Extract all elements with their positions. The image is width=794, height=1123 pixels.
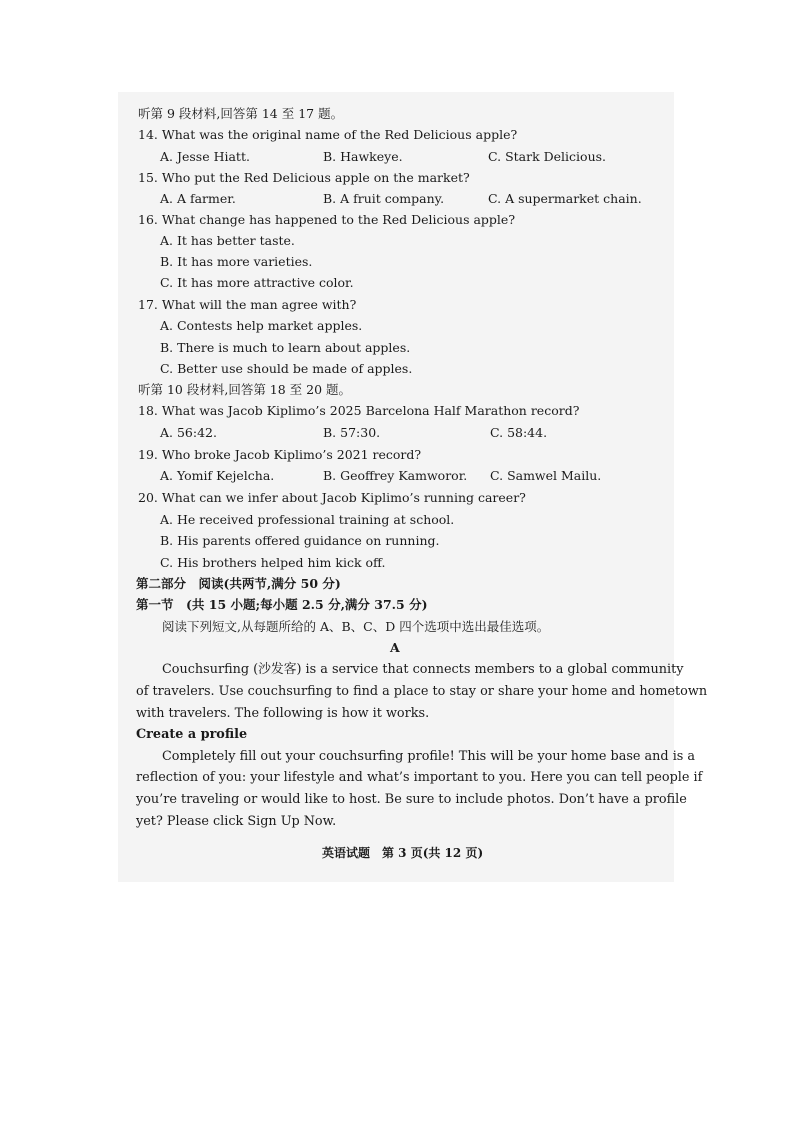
section10-heading: 听第 10 段材料,回答第 18 至 20 题。	[138, 382, 352, 397]
question-18-option-a: A. 56:42.	[160, 425, 217, 440]
question-14-option-b: B. Hawkeye.	[323, 149, 403, 164]
profile-paragraph-line: Completely fill out your couchsurfing profile! This will be your home base and is a	[162, 749, 696, 764]
question-17-option-a: A. Contests help market apples.	[160, 318, 363, 333]
question-19-option-a: A. Yomif Kejelcha.	[160, 468, 275, 483]
reading-instruction: 阅读下列短文,从每题所给的 A、B、C、D 四个选项中选出最佳选项。	[162, 619, 550, 634]
question-17-option-c: C. Better use should be made of apples.	[160, 361, 413, 376]
profile-paragraph-line: yet? Please click Sign Up Now.	[136, 814, 337, 829]
passage-label: A	[390, 640, 400, 655]
question-20-stem: 20. What can we infer about Jacob Kiplimo’s running career?	[138, 490, 526, 505]
question-20-option-b: B. His parents offered guidance on running.	[160, 533, 440, 548]
passage-intro-line: of travelers. Use couchsurfing to find a place to stay or share your home and hometown	[136, 684, 708, 699]
passage-intro-line: Couchsurfing (沙发客) is a service that connects members to a global community	[162, 662, 684, 677]
profile-paragraph-line: you’re traveling or would like to host. Be sure to include photos. Don’t have a profile	[136, 792, 687, 807]
section9-heading: 听第 9 段材料,回答第 14 至 17 题。	[138, 106, 344, 121]
question-16-option-b: B. It has more varieties.	[160, 254, 313, 269]
question-15-option-a: A. A farmer.	[160, 191, 236, 206]
question-16-option-a: A. It has better taste.	[160, 233, 295, 248]
question-18-option-c: C. 58:44.	[490, 425, 548, 440]
question-20-option-a: A. He received professional training at school.	[160, 512, 455, 527]
question-19-stem: 19. Who broke Jacob Kiplimo’s 2021 record?	[138, 447, 422, 462]
question-17-option-b: B. There is much to learn about apples.	[160, 340, 411, 355]
question-16-option-c: C. It has more attractive color.	[160, 275, 354, 290]
question-18-stem: 18. What was Jacob Kiplimo’s 2025 Barcelona Half Marathon record?	[138, 403, 580, 418]
question-16-stem: 16. What change has happened to the Red Delicious apple?	[138, 212, 516, 227]
question-17-stem: 17. What will the man agree with?	[138, 297, 357, 312]
part2-section1-title: 第一节 (共 15 小题;每小题 2.5 分,满分 37.5 分)	[136, 597, 428, 612]
question-15-option-b: B. A fruit company.	[323, 191, 445, 206]
question-18-option-b: B. 57:30.	[323, 425, 381, 440]
question-14-option-c: C. Stark Delicious.	[488, 149, 607, 164]
passage-intro-line: with travelers. The following is how it works.	[136, 706, 430, 721]
profile-paragraph-line: reflection of you: your lifestyle and what’s important to you. Here you can tell people if	[136, 770, 703, 785]
question-19-option-c: C. Samwel Mailu.	[490, 468, 602, 483]
part2-title: 第二部分 阅读(共两节,满分 50 分)	[136, 576, 341, 591]
question-15-stem: 15. Who put the Red Delicious apple on the market?	[138, 170, 470, 185]
question-14-option-a: A. Jesse Hiatt.	[160, 149, 250, 164]
question-20-option-c: C. His brothers helped him kick off.	[160, 555, 386, 570]
question-14-stem: 14. What was the original name of the Red Delicious apple?	[138, 127, 518, 142]
page-footer: 英语试题 第 3 页(共 12 页)	[322, 846, 484, 860]
question-19-option-b: B. Geoffrey Kamworor.	[323, 468, 468, 483]
subheading-create-profile: Create a profile	[136, 727, 248, 742]
question-15-option-c: C. A supermarket chain.	[488, 191, 642, 206]
